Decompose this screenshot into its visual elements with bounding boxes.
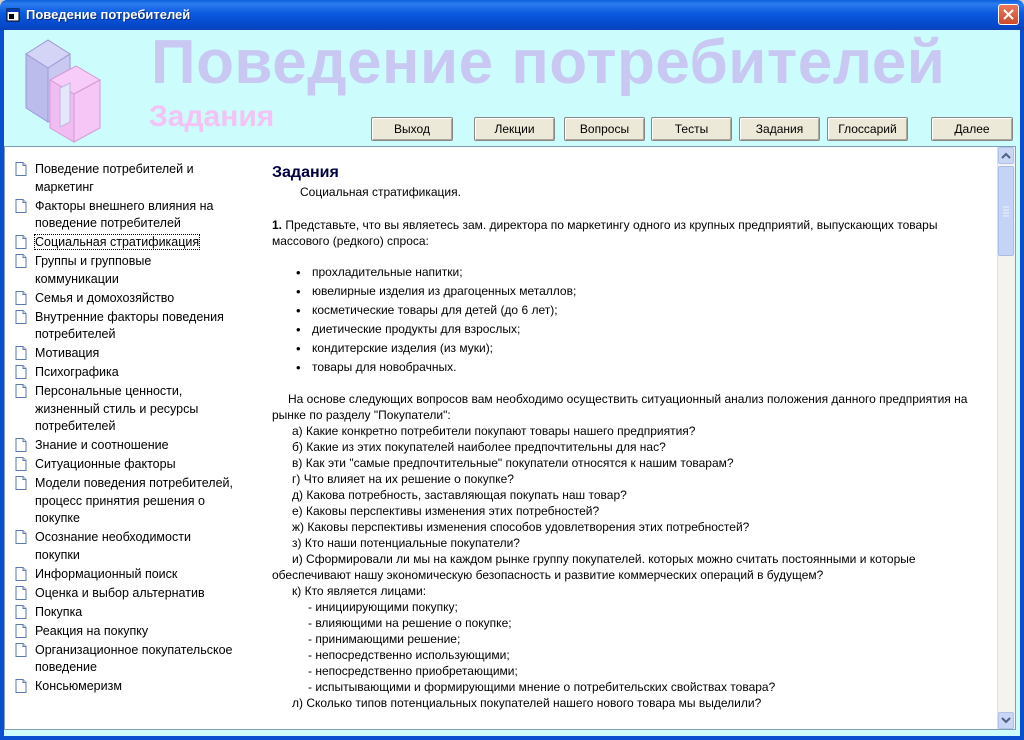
- close-button[interactable]: [998, 4, 1019, 25]
- nav-item-label: Покупка: [35, 604, 83, 619]
- topic-line: Социальная стратификация.: [300, 185, 461, 199]
- nav-item[interactable]: [13, 529, 233, 564]
- window-titlebar[interactable]: [0, 0, 1024, 30]
- window-title: Поведение потребителей: [26, 7, 191, 22]
- nav-item[interactable]: [13, 290, 233, 308]
- document-icon: [15, 605, 27, 619]
- nav-item[interactable]: [13, 253, 233, 288]
- nav-item-label: Поведение потребителей и маркетинг: [35, 162, 194, 194]
- grip-icon: [999, 167, 1013, 255]
- section-heading: Задания: [272, 164, 339, 181]
- scroll-up-button[interactable]: [998, 147, 1014, 164]
- task-paragraph: [272, 217, 972, 249]
- document-icon: [15, 235, 27, 249]
- question-item: в) Как эти "самые предпочтительные" покупатели относятся к нашим товарам?: [292, 456, 734, 470]
- document-icon: [15, 624, 27, 638]
- nav-item-label: Информационный поиск: [35, 566, 178, 581]
- nav-item[interactable]: [13, 475, 233, 528]
- app-icon: [6, 8, 20, 22]
- topic-nav: [13, 161, 233, 697]
- document-icon: [15, 586, 27, 600]
- document-icon: [15, 162, 27, 176]
- document-icon: [15, 457, 27, 471]
- intro-paragraph: На основе следующих вопросов вам необходимо осуществить ситуационный анализ положения данного предприятия на рынке по разделу "Покупатели":: [272, 392, 968, 422]
- nav-item-label: Социальная стратификация: [35, 235, 200, 249]
- nav-item[interactable]: [13, 585, 233, 603]
- task-content: [272, 163, 972, 711]
- list-item: • прохладительные напитки;: [272, 263, 972, 282]
- document-icon: [15, 530, 27, 544]
- lectures-button[interactable]: Лекции: [474, 117, 555, 141]
- scroll-thumb[interactable]: [998, 166, 1014, 256]
- question-l: л) Сколько типов потенциальных покупателей нашего нового товара мы выделили?: [292, 696, 762, 710]
- goods-list: [272, 263, 972, 377]
- document-icon: [15, 346, 27, 360]
- document-icon: [15, 679, 27, 693]
- chevron-down-icon: [999, 713, 1013, 728]
- tests-button[interactable]: Тесты: [651, 117, 732, 141]
- chevron-up-icon: [999, 148, 1013, 163]
- header-title: Поведение потребителей: [151, 28, 946, 97]
- nav-item-label: Факторы внешнего влияния на поведение потребителей: [35, 198, 214, 230]
- person-item: - инициирующими покупку;: [308, 600, 458, 614]
- document-icon: [15, 643, 27, 657]
- exit-button[interactable]: Выход: [371, 117, 453, 141]
- header-subtitle: Задания: [149, 100, 275, 133]
- nav-item-label: Внутренние факторы поведения потребителей: [35, 309, 224, 341]
- close-icon: [1003, 9, 1014, 20]
- nav-item-label: Персональные ценности, жизненный стиль и ресурсы потребителей: [35, 384, 199, 433]
- task-text: Представьте, что вы являетесь зам. директора по маркетингу одного из крупных предприятий, выпускающих товары массового (редкого) спроса:: [272, 218, 938, 248]
- task-number: 1.: [272, 218, 283, 232]
- question-item: б) Какие из этих покупателей наиболее предпочтительны для нас?: [292, 440, 666, 454]
- questions-button[interactable]: Вопросы: [564, 117, 645, 141]
- person-item: - испытывающими и формирующими мнение о потребительских свойствах товара?: [308, 680, 776, 694]
- nav-item-label: Организационное покупательское поведение: [35, 642, 233, 674]
- nav-item[interactable]: [13, 161, 233, 196]
- question-k: к) Кто является лицами:: [292, 584, 427, 598]
- person-item: - непосредственно приобретающими;: [308, 664, 518, 678]
- next-button[interactable]: Далее: [931, 117, 1013, 141]
- nav-item[interactable]: [13, 345, 233, 363]
- nav-item[interactable]: [13, 642, 233, 677]
- nav-item-label: Консьюмеризм: [35, 679, 122, 693]
- document-icon: [15, 384, 27, 398]
- person-item: - принимающими решение;: [308, 632, 461, 646]
- nav-item-label: Модели поведения потребителей, процесс принятия решения о покупке: [35, 476, 233, 525]
- persons-list: [272, 599, 972, 695]
- vertical-scrollbar[interactable]: [997, 147, 1015, 729]
- list-item: • товары для новобрачных.: [272, 358, 972, 377]
- nav-item[interactable]: [13, 604, 233, 622]
- list-item: • кондитерские изделия (из муки);: [272, 339, 972, 358]
- nav-item-label: Группы и групповые коммуникации: [35, 254, 152, 286]
- nav-item[interactable]: [13, 456, 233, 474]
- nav-item[interactable]: [13, 234, 233, 252]
- document-icon: [15, 254, 27, 268]
- nav-item-label: Ситуационные факторы: [35, 457, 176, 471]
- nav-item-label: Оценка и выбор альтернатив: [35, 585, 205, 600]
- document-icon: [15, 365, 27, 379]
- content-pane: [4, 146, 1016, 730]
- nav-item-label: Осознание необходимости покупки: [35, 530, 191, 562]
- glossary-button[interactable]: Глоссарий: [827, 117, 908, 141]
- question-item: д) Какова потребность, заставляющая покупать наш товар?: [292, 488, 627, 502]
- nav-item[interactable]: [13, 437, 233, 455]
- nav-item[interactable]: [13, 309, 233, 344]
- scroll-down-button[interactable]: [998, 712, 1014, 729]
- nav-item-label: Психографика: [35, 365, 119, 379]
- question-item: г) Что влияет на их решение о покупке?: [292, 472, 514, 486]
- document-icon: [15, 438, 27, 452]
- document-icon: [15, 476, 27, 490]
- nav-item-label: Семья и домохозяйство: [35, 290, 175, 305]
- question-i: и) Сформировали ли мы на каждом рынке группу покупателей. которых можно считать постоянными и которые обеспечивают нашу экономическую безопасность и развитие коммерческих операций в будущем?: [272, 552, 916, 582]
- document-icon: [15, 310, 27, 324]
- list-item: • диетические продукты для взрослых;: [272, 320, 972, 339]
- question-item: ж) Каковы перспективы изменения способов удовлетворения этих потребностей?: [292, 520, 750, 534]
- nav-item[interactable]: [13, 383, 233, 436]
- person-item: - непосредственно использующими;: [308, 648, 510, 662]
- document-icon: [15, 199, 27, 213]
- nav-item[interactable]: [13, 198, 233, 233]
- question-item: а) Какие конкретно потребители покупают товары нашего предприятия?: [292, 424, 696, 438]
- nav-item-label: Мотивация: [35, 346, 100, 360]
- question-item: е) Каковы перспективы изменения этих потребностей?: [292, 504, 600, 518]
- questions-list: [272, 423, 972, 551]
- tasks-button[interactable]: Задания: [739, 117, 820, 141]
- list-item: • ювелирные изделия из драгоценных металлов;: [272, 282, 972, 301]
- list-item: • косметические товары для детей (до 6 лет);: [272, 301, 972, 320]
- cube-logo-icon: [18, 36, 102, 144]
- document-icon: [15, 291, 27, 305]
- nav-item[interactable]: [13, 566, 233, 584]
- question-item: з) Кто наши потенциальные покупатели?: [292, 536, 520, 550]
- nav-item[interactable]: [13, 364, 233, 382]
- person-item: - влияющими на решение о покупке;: [308, 616, 512, 630]
- nav-item-label: Знание и соотношение: [35, 438, 169, 452]
- nav-item[interactable]: [13, 678, 233, 696]
- nav-item[interactable]: [13, 623, 233, 641]
- document-icon: [15, 567, 27, 581]
- nav-item-label: Реакция на покупку: [35, 623, 149, 638]
